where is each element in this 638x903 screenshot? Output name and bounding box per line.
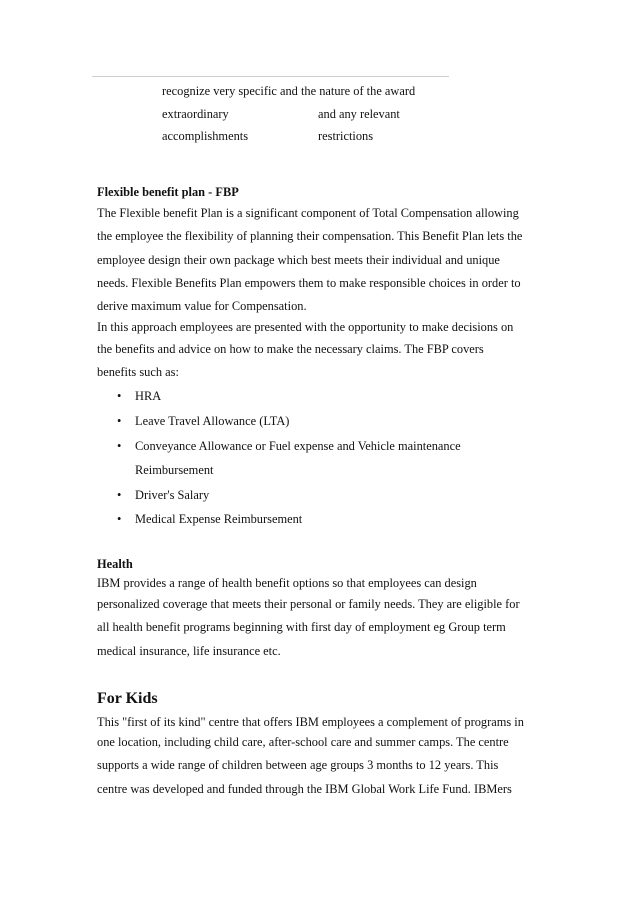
list-item-text: HRA — [135, 389, 162, 404]
health-paragraph — [97, 573, 557, 663]
bullet-icon: • — [117, 389, 122, 404]
table-row — [162, 105, 415, 128]
text-line: supports a wide range of children between age groups 3 months to 12 years. This — [97, 758, 499, 773]
table-cell: and any relevant — [318, 106, 400, 121]
text-line: This "first of its kind" centre that offers IBM employees a complement of programs in — [97, 715, 524, 729]
text-line: benefits such as: — [97, 365, 179, 380]
list-item-text: Conveyance Allowance or Fuel expense and Vehicle maintenance — [135, 438, 461, 453]
text-line: one location, including child care, after-school care and summer camps. The centre — [97, 735, 509, 749]
fbp-heading: Flexible benefit plan - FBP — [97, 185, 239, 199]
table-row — [162, 82, 415, 105]
text-line: derive maximum value for Compensation. — [97, 298, 307, 313]
text-line: all health benefit programs beginning with first day of employment eg Group term — [97, 620, 506, 635]
award-table — [162, 82, 415, 150]
table-top-rule — [92, 76, 449, 77]
text-line: medical insurance, life insurance etc. — [97, 643, 281, 658]
text-line: centre was developed and funded through the IBM Global Work Life Fund. IBMers — [97, 781, 512, 796]
text-line: the benefits and advice on how to make the necessary claims. The FBP covers — [97, 341, 484, 356]
list-item-text: Medical Expense Reimbursement — [135, 512, 303, 527]
table-cell: recognize very specific and the nature of the award — [162, 84, 416, 98]
text-line: needs. Flexible Benefits Plan empowers them to make responsible choices in order to — [97, 276, 521, 291]
text-line: personalized coverage that meets their personal or family needs. They are eligible for — [97, 597, 520, 611]
list-item-text: Leave Travel Allowance (LTA) — [135, 414, 290, 429]
health-heading: Health — [97, 557, 133, 571]
bullet-icon: • — [117, 438, 122, 453]
benefits-list — [97, 384, 557, 532]
text-line: IBM provides a range of health benefit options so that employees can design — [97, 576, 477, 590]
list-item — [97, 384, 557, 409]
table-row — [162, 127, 415, 150]
bullet-icon: • — [117, 487, 122, 502]
bullet-icon: • — [117, 512, 122, 527]
kids-section — [97, 688, 557, 801]
list-item — [97, 434, 557, 483]
text-line: The Flexible benefit Plan is a significant component of Total Compensation allowing — [97, 206, 519, 220]
text-line: employee design their own package which best meets their individual and unique — [97, 252, 500, 267]
text-line: In this approach employees are presented with the opportunity to make decisions on — [97, 319, 514, 334]
text-line: the employee the flexibility of planning their compensation. This Benefit Plan lets the — [97, 229, 523, 244]
fbp-section — [97, 183, 557, 532]
list-item — [97, 507, 557, 532]
table-cell: extraordinary — [162, 106, 229, 121]
kids-paragraph — [97, 713, 557, 801]
list-item — [97, 409, 557, 434]
table-cell: restrictions — [318, 129, 374, 143]
list-item — [97, 483, 557, 508]
list-item-continuation: Reimbursement — [135, 463, 214, 478]
health-section — [97, 555, 557, 663]
bullet-icon: • — [117, 414, 122, 429]
fbp-paragraph — [97, 202, 557, 384]
kids-heading: For Kids — [97, 690, 158, 707]
table-cell: accomplishments — [162, 129, 249, 143]
list-item-text: Driver's Salary — [135, 487, 210, 502]
